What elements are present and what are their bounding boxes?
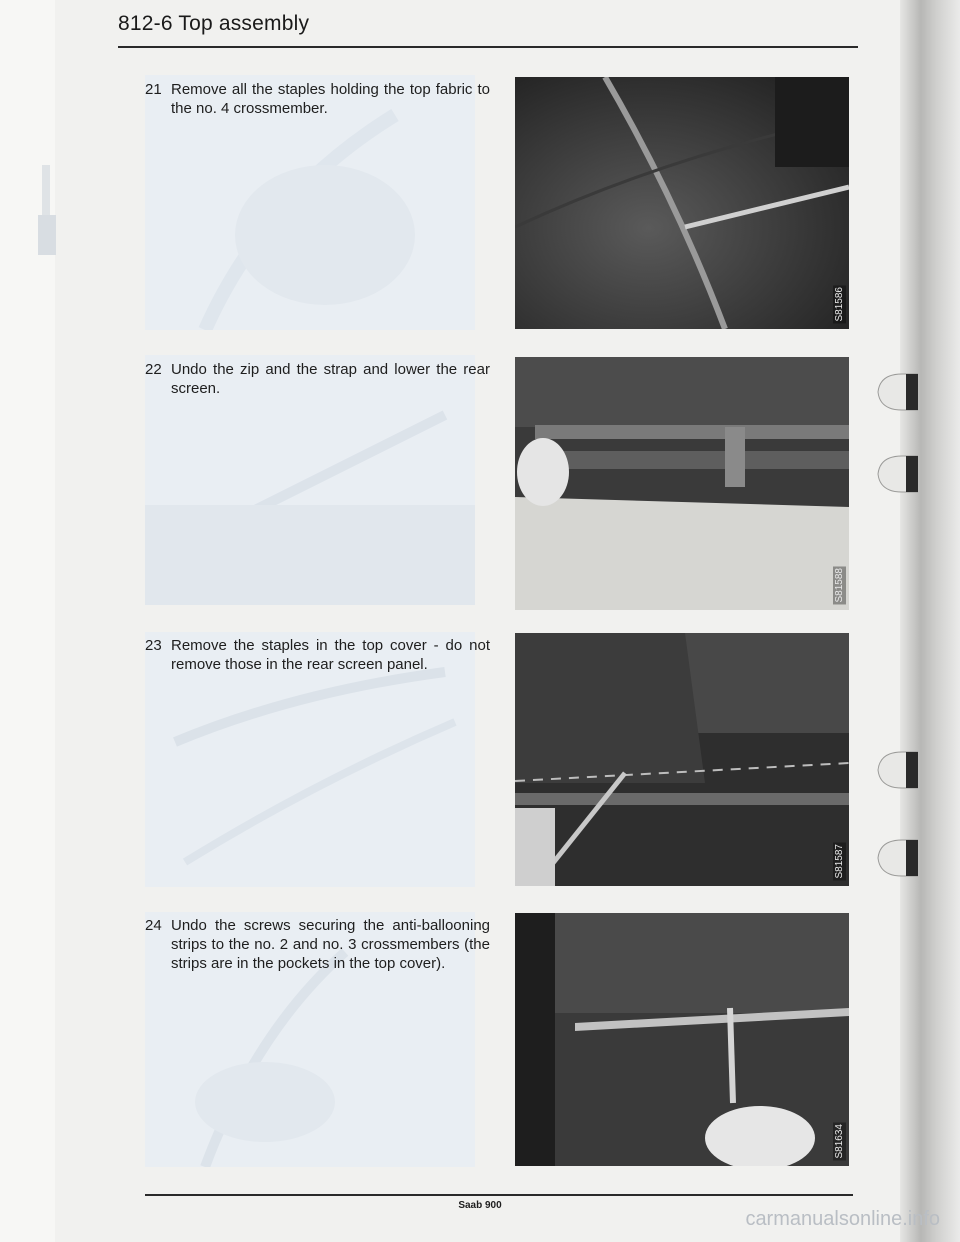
header-rule — [118, 46, 858, 48]
binder-tab-icon — [872, 452, 918, 496]
step-text: Undo the screws securing the anti-ballooning strips to the no. 2 and no. 3 crossmembers (the strips are in the pockets in the top cover). — [171, 917, 490, 972]
step-text: Remove the staples in the top cover - do not remove those in the rear screen panel. — [171, 637, 490, 673]
step-24-photo — [515, 913, 849, 1166]
image-code: S81587 — [834, 843, 845, 878]
image-code: S81588 — [834, 567, 845, 602]
binder-tab-icon — [872, 836, 918, 880]
footer-text: Saab 900 — [458, 1200, 502, 1211]
image-code: S81634 — [834, 1123, 845, 1158]
watermark: carmanualsonline.info — [745, 1208, 940, 1230]
step-number: 22 — [145, 361, 162, 378]
step-number: 24 — [145, 917, 162, 934]
binder-tab-icon — [872, 370, 918, 414]
step-24 — [145, 916, 490, 973]
left-margin-mark — [42, 165, 50, 215]
step-text: Remove all the staples holding the top fabric to the no. 4 crossmember. — [171, 81, 490, 117]
left-margin-mark — [38, 215, 56, 255]
footer-rule — [145, 1194, 853, 1196]
step-number: 23 — [145, 637, 162, 654]
step-22-photo — [515, 357, 849, 610]
step-text: Undo the zip and the strap and lower the rear screen. — [171, 361, 490, 397]
step-23 — [145, 636, 490, 674]
image-code: S81586 — [834, 286, 845, 321]
step-21 — [145, 80, 490, 118]
page-title: 812-6 Top assembly — [118, 12, 310, 35]
binder-edge — [900, 0, 960, 1242]
step-number: 21 — [145, 81, 162, 98]
step-21-photo — [515, 77, 849, 329]
step-23-photo — [515, 633, 849, 886]
binder-tab-icon — [872, 748, 918, 792]
step-22 — [145, 360, 490, 398]
